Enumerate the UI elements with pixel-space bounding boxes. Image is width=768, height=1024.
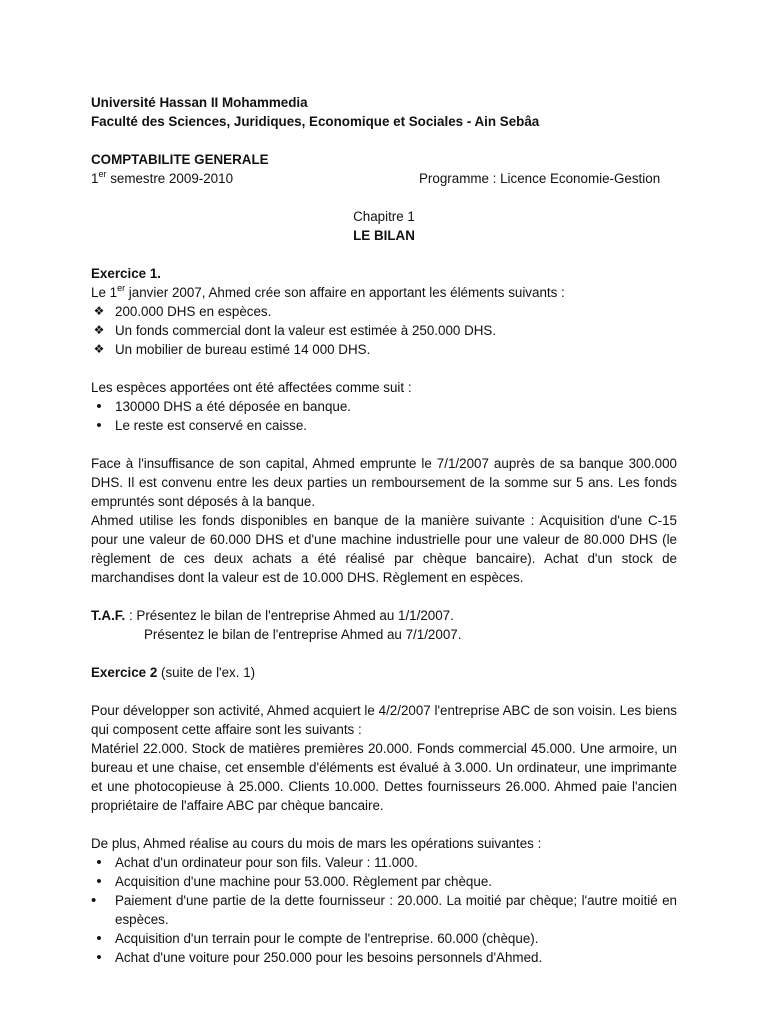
taf-line-2: Présentez le bilan de l'entreprise Ahmed au 7/1/2007.	[144, 627, 462, 642]
list-item: • Acquisition d'un terrain pour le compte de l'entreprise. 60.000 (chèque).	[91, 929, 677, 948]
chapter-label: Chapitre 1	[353, 209, 415, 224]
exercise-1-paragraph-1: Face à l'insuffisance de son capital, Ahmed emprunte le 7/1/2007 auprès de sa banque 300.000 DHS. Il est convenu entre les deux parties un remboursement de la somme sur 5 ans. Les fonds empruntés sont déposés à la banque.	[91, 456, 677, 509]
course-title: COMPTABILITE GENERALE	[91, 152, 269, 167]
semester-row	[91, 169, 677, 188]
university-name: Université Hassan II Mohammedia	[91, 95, 308, 110]
list-item: • Achat d'une voiture pour 250.000 pour les besoins personnels d'Ahmed.	[91, 948, 677, 967]
exercise-1-paragraph-2: Ahmed utilise les fonds disponibles en banque de la manière suivante : Acquisition d'une C-15 pour une valeur de 60.000 DHS et d'une machine industrielle pour une valeur de 80.000 DHS (le règlement de ces deux achats a été réalisé par chèque bancaire). Achat d'un stock de marchandises dont la valeur est de 10.000 DHS. Règlement en espèces.	[91, 513, 677, 585]
operations-intro: De plus, Ahmed réalise au cours du mois de mars les opérations suivantes :	[91, 836, 542, 851]
bullet-icon: •	[96, 930, 102, 947]
list-item: • Achat d'un ordinateur pour son fils. Valeur : 11.000.	[91, 853, 677, 872]
bullet-icon: •	[96, 398, 102, 415]
operations-list	[91, 853, 677, 967]
faculty-name: Faculté des Sciences, Juridiques, Economique et Sociales - Ain Sebâa	[91, 114, 540, 129]
list-item: ❖ 200.000 DHS en espèces.	[91, 302, 677, 321]
list-item: • 130000 DHS a été déposée en banque.	[91, 397, 677, 416]
exercise-2-paragraph-1: Pour développer son activité, Ahmed acquiert le 4/2/2007 l'entreprise ABC de son voisin. Les biens qui composent cette affaire sont les suivants :	[91, 703, 677, 737]
diamond-bullet-icon: ❖	[93, 342, 105, 356]
especes-list	[91, 397, 677, 435]
especes-intro: Les espèces apportées ont été affectées comme suit :	[91, 380, 412, 395]
apport-list	[91, 302, 677, 359]
semester: 1er semestre 2009-2010	[91, 168, 234, 186]
list-item: ❖ Un mobilier de bureau estimé 14 000 DHS.	[91, 340, 677, 359]
programme: Programme : Licence Economie-Gestion	[419, 171, 661, 186]
bullet-icon: •	[96, 417, 102, 434]
document-content	[91, 93, 677, 967]
list-item: ❖ Un fonds commercial dont la valeur est estimée à 250.000 DHS.	[91, 321, 677, 340]
list-item: • Acquisition d'une machine pour 53.000. Règlement par chèque.	[91, 872, 677, 891]
diamond-bullet-icon: ❖	[93, 304, 105, 318]
exercise-2-title: Exercice 2 (suite de l'ex. 1)	[91, 665, 256, 680]
list-item: • Paiement d'une partie de la dette fournisseur : 20.000. La moitié par chèque; l'autre moitié en espèces.	[91, 892, 677, 927]
bullet-icon: •	[96, 949, 102, 966]
bullet-icon: •	[96, 873, 102, 890]
exercise-2-paragraph-2: Matériel 22.000. Stock de matières premières 20.000. Fonds commercial 45.000. Une armoire, un bureau et une chaise, cet ensemble d'éléments est évalué à 3.000. Un ordinateur, une imprimante et une photocopieuse à 25.000. Clients 10.000. Dettes fournisseurs 26.000. Ahmed paie l'ancien propriétaire de l'affaire ABC par chèque bancaire.	[91, 741, 677, 813]
taf-line-1: T.A.F. : Présentez le bilan de l'entreprise Ahmed au 1/1/2007.	[91, 608, 454, 623]
bullet-icon: •	[91, 892, 97, 909]
exercise-1-title: Exercice 1.	[91, 266, 161, 281]
exercise-1-intro: Le 1er janvier 2007, Ahmed crée son affaire en apportant les éléments suivants :	[91, 282, 565, 300]
list-item: • Le reste est conservé en caisse.	[91, 416, 677, 435]
chapter-title: LE BILAN	[353, 228, 415, 243]
diamond-bullet-icon: ❖	[93, 323, 105, 337]
bullet-icon: •	[96, 854, 102, 871]
